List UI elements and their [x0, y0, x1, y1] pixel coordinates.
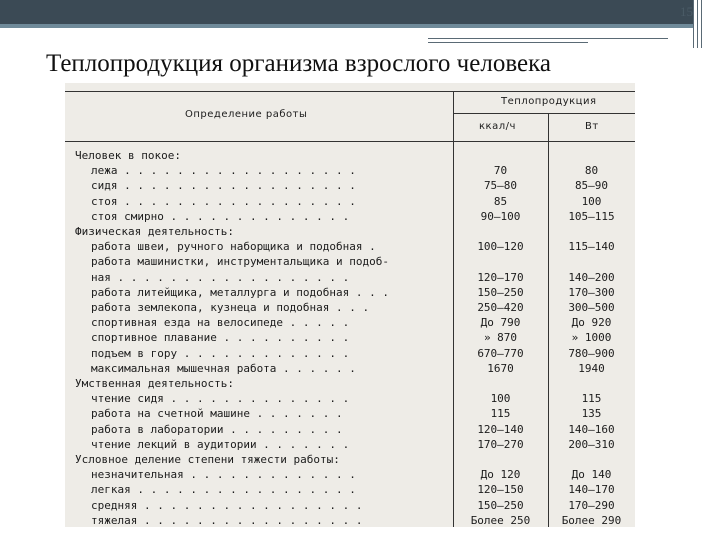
- watt-value: До 920: [571, 316, 612, 330]
- row-label: ная . . . . . . . . . . . . . . . . . .: [91, 270, 350, 284]
- page-number: 15: [680, 4, 693, 19]
- table-row: [65, 423, 635, 437]
- table-row: [65, 453, 635, 467]
- watt-value: 105—115: [568, 209, 615, 223]
- watt-value: 1940: [578, 361, 605, 375]
- watt-value: 170—290: [568, 498, 615, 512]
- row-label: Физическая деятельность:: [75, 225, 234, 238]
- watt-value: 140—170: [568, 483, 615, 497]
- table-row: [65, 164, 635, 178]
- table-row: [65, 210, 635, 224]
- table-row: [65, 301, 635, 315]
- table-row: [65, 225, 635, 239]
- kcal-value: 120—140: [477, 422, 524, 436]
- table-row: [65, 286, 635, 300]
- row-label: максимальная мышечная работа . . . . . .: [91, 361, 356, 375]
- table-row: [65, 392, 635, 406]
- watt-value: 100: [581, 194, 602, 208]
- row-label: стоя смирно . . . . . . . . . . . . . .: [91, 209, 350, 223]
- divider: [693, 0, 694, 48]
- row-label: работа в лаборатории . . . . . . . . .: [91, 422, 343, 436]
- watt-value: 80: [584, 164, 599, 178]
- kcal-value: 150—250: [477, 498, 524, 512]
- row-label: Человек в покое:: [75, 149, 181, 162]
- title-bar: [0, 0, 693, 24]
- table-row: [65, 255, 635, 269]
- table-row: [65, 514, 635, 527]
- kcal-value: До 790: [480, 316, 521, 330]
- kcal-value: 1670: [487, 361, 514, 375]
- header-sub-rule: [453, 113, 635, 114]
- kcal-value: Более 250: [470, 513, 531, 527]
- row-label: тяжелая . . . . . . . . . . . . . . . . .: [91, 513, 363, 527]
- watt-value: 200—310: [568, 437, 615, 451]
- watt-value: 140—200: [568, 270, 615, 284]
- row-label: работа машинистки, инструментальщика и подоб-: [91, 255, 390, 269]
- divider: [697, 0, 698, 48]
- watt-value: 115—140: [568, 240, 615, 254]
- table-row: [65, 362, 635, 376]
- row-label: работа землекопа, кузнеца и подобная . . .: [91, 301, 370, 314]
- table-row: [65, 499, 635, 513]
- table-row: [65, 149, 635, 163]
- table-row: [65, 483, 635, 497]
- row-label: работа швеи, ручного наборщика и подобная .: [91, 240, 376, 254]
- row-label: спортивная езда на велосипеде . . . . .: [91, 316, 350, 330]
- watt-value: 780—900: [568, 346, 615, 360]
- row-label: работа на счетной машине . . . . . . .: [91, 407, 343, 421]
- divider: [701, 0, 702, 48]
- kcal-value: 100: [490, 392, 511, 406]
- row-label: незначительная . . . . . . . . . . . . .: [91, 468, 356, 482]
- row-label: средняя . . . . . . . . . . . . . . . . .: [91, 498, 363, 512]
- row-label: чтение сидя . . . . . . . . . . . . . .: [91, 392, 350, 406]
- table-row: [65, 377, 635, 391]
- table-top-rule: [65, 91, 635, 92]
- kcal-value: 115: [490, 407, 511, 421]
- kcal-value: До 120: [480, 468, 521, 482]
- watt-value: 135: [581, 407, 602, 421]
- row-label: сидя . . . . . . . . . . . . . . . . . .: [91, 179, 356, 193]
- kcal-value: 250—420: [477, 301, 524, 314]
- table-row: [65, 468, 635, 482]
- kcal-value: 85: [493, 194, 508, 208]
- table-row: [65, 316, 635, 330]
- header-w: Вт: [585, 121, 599, 132]
- table-row: [65, 240, 635, 254]
- row-label: стоя . . . . . . . . . . . . . . . . . .: [91, 194, 356, 208]
- divider: [428, 42, 588, 43]
- row-label: лежа . . . . . . . . . . . . . . . . . .: [91, 164, 356, 178]
- watt-value: 140—160: [568, 422, 615, 436]
- row-label: чтение лекций в аудитории . . . . . . .: [91, 437, 350, 451]
- header-work: Определение работы: [185, 109, 308, 120]
- watt-value: 300—500: [568, 301, 615, 314]
- watt-value: » 1000: [571, 331, 612, 345]
- watt-value: 170—300: [568, 285, 615, 299]
- kcal-value: 75—80: [483, 179, 518, 193]
- row-label: спортивное плавание . . . . . . . . . .: [91, 331, 350, 345]
- kcal-value: 90—100: [480, 209, 521, 223]
- table-row: [65, 179, 635, 193]
- divider: [428, 38, 668, 39]
- kcal-value: 100—120: [477, 240, 524, 254]
- table-row: [65, 331, 635, 345]
- kcal-value: 170—270: [477, 437, 524, 451]
- header-bottom-rule: [65, 141, 635, 142]
- row-label: подъем в гору . . . . . . . . . . . . .: [91, 346, 350, 360]
- kcal-value: 120—170: [477, 270, 524, 284]
- kcal-value: 150—250: [477, 285, 524, 299]
- watt-value: 115: [581, 392, 602, 406]
- table-row: [65, 347, 635, 361]
- row-label: Условное деление степени тяжести работы:: [75, 453, 340, 466]
- row-label: легкая . . . . . . . . . . . . . . . . .: [91, 483, 356, 497]
- table-row: [65, 195, 635, 209]
- kcal-value: 120—150: [477, 483, 524, 497]
- kcal-value: 70: [493, 164, 508, 178]
- watt-value: Более 290: [561, 513, 622, 527]
- header-heat: Теплопродукция: [501, 96, 597, 107]
- watt-value: До 140: [571, 468, 612, 482]
- table-row: [65, 271, 635, 285]
- table-row: [65, 438, 635, 452]
- kcal-value: » 870: [483, 331, 518, 345]
- kcal-value: 670—770: [477, 346, 524, 360]
- scanned-table: [65, 83, 635, 527]
- page-title: Теплопродукция организма взрослого человека: [46, 50, 551, 77]
- row-label: Умственная деятельность:: [75, 377, 234, 390]
- header-kcal: ккал/ч: [479, 121, 516, 132]
- table-row: [65, 407, 635, 421]
- watt-value: 85—90: [574, 179, 609, 193]
- row-label: работа литейщика, металлурга и подобная . . .: [91, 285, 390, 299]
- title-bar-accent: [0, 24, 693, 28]
